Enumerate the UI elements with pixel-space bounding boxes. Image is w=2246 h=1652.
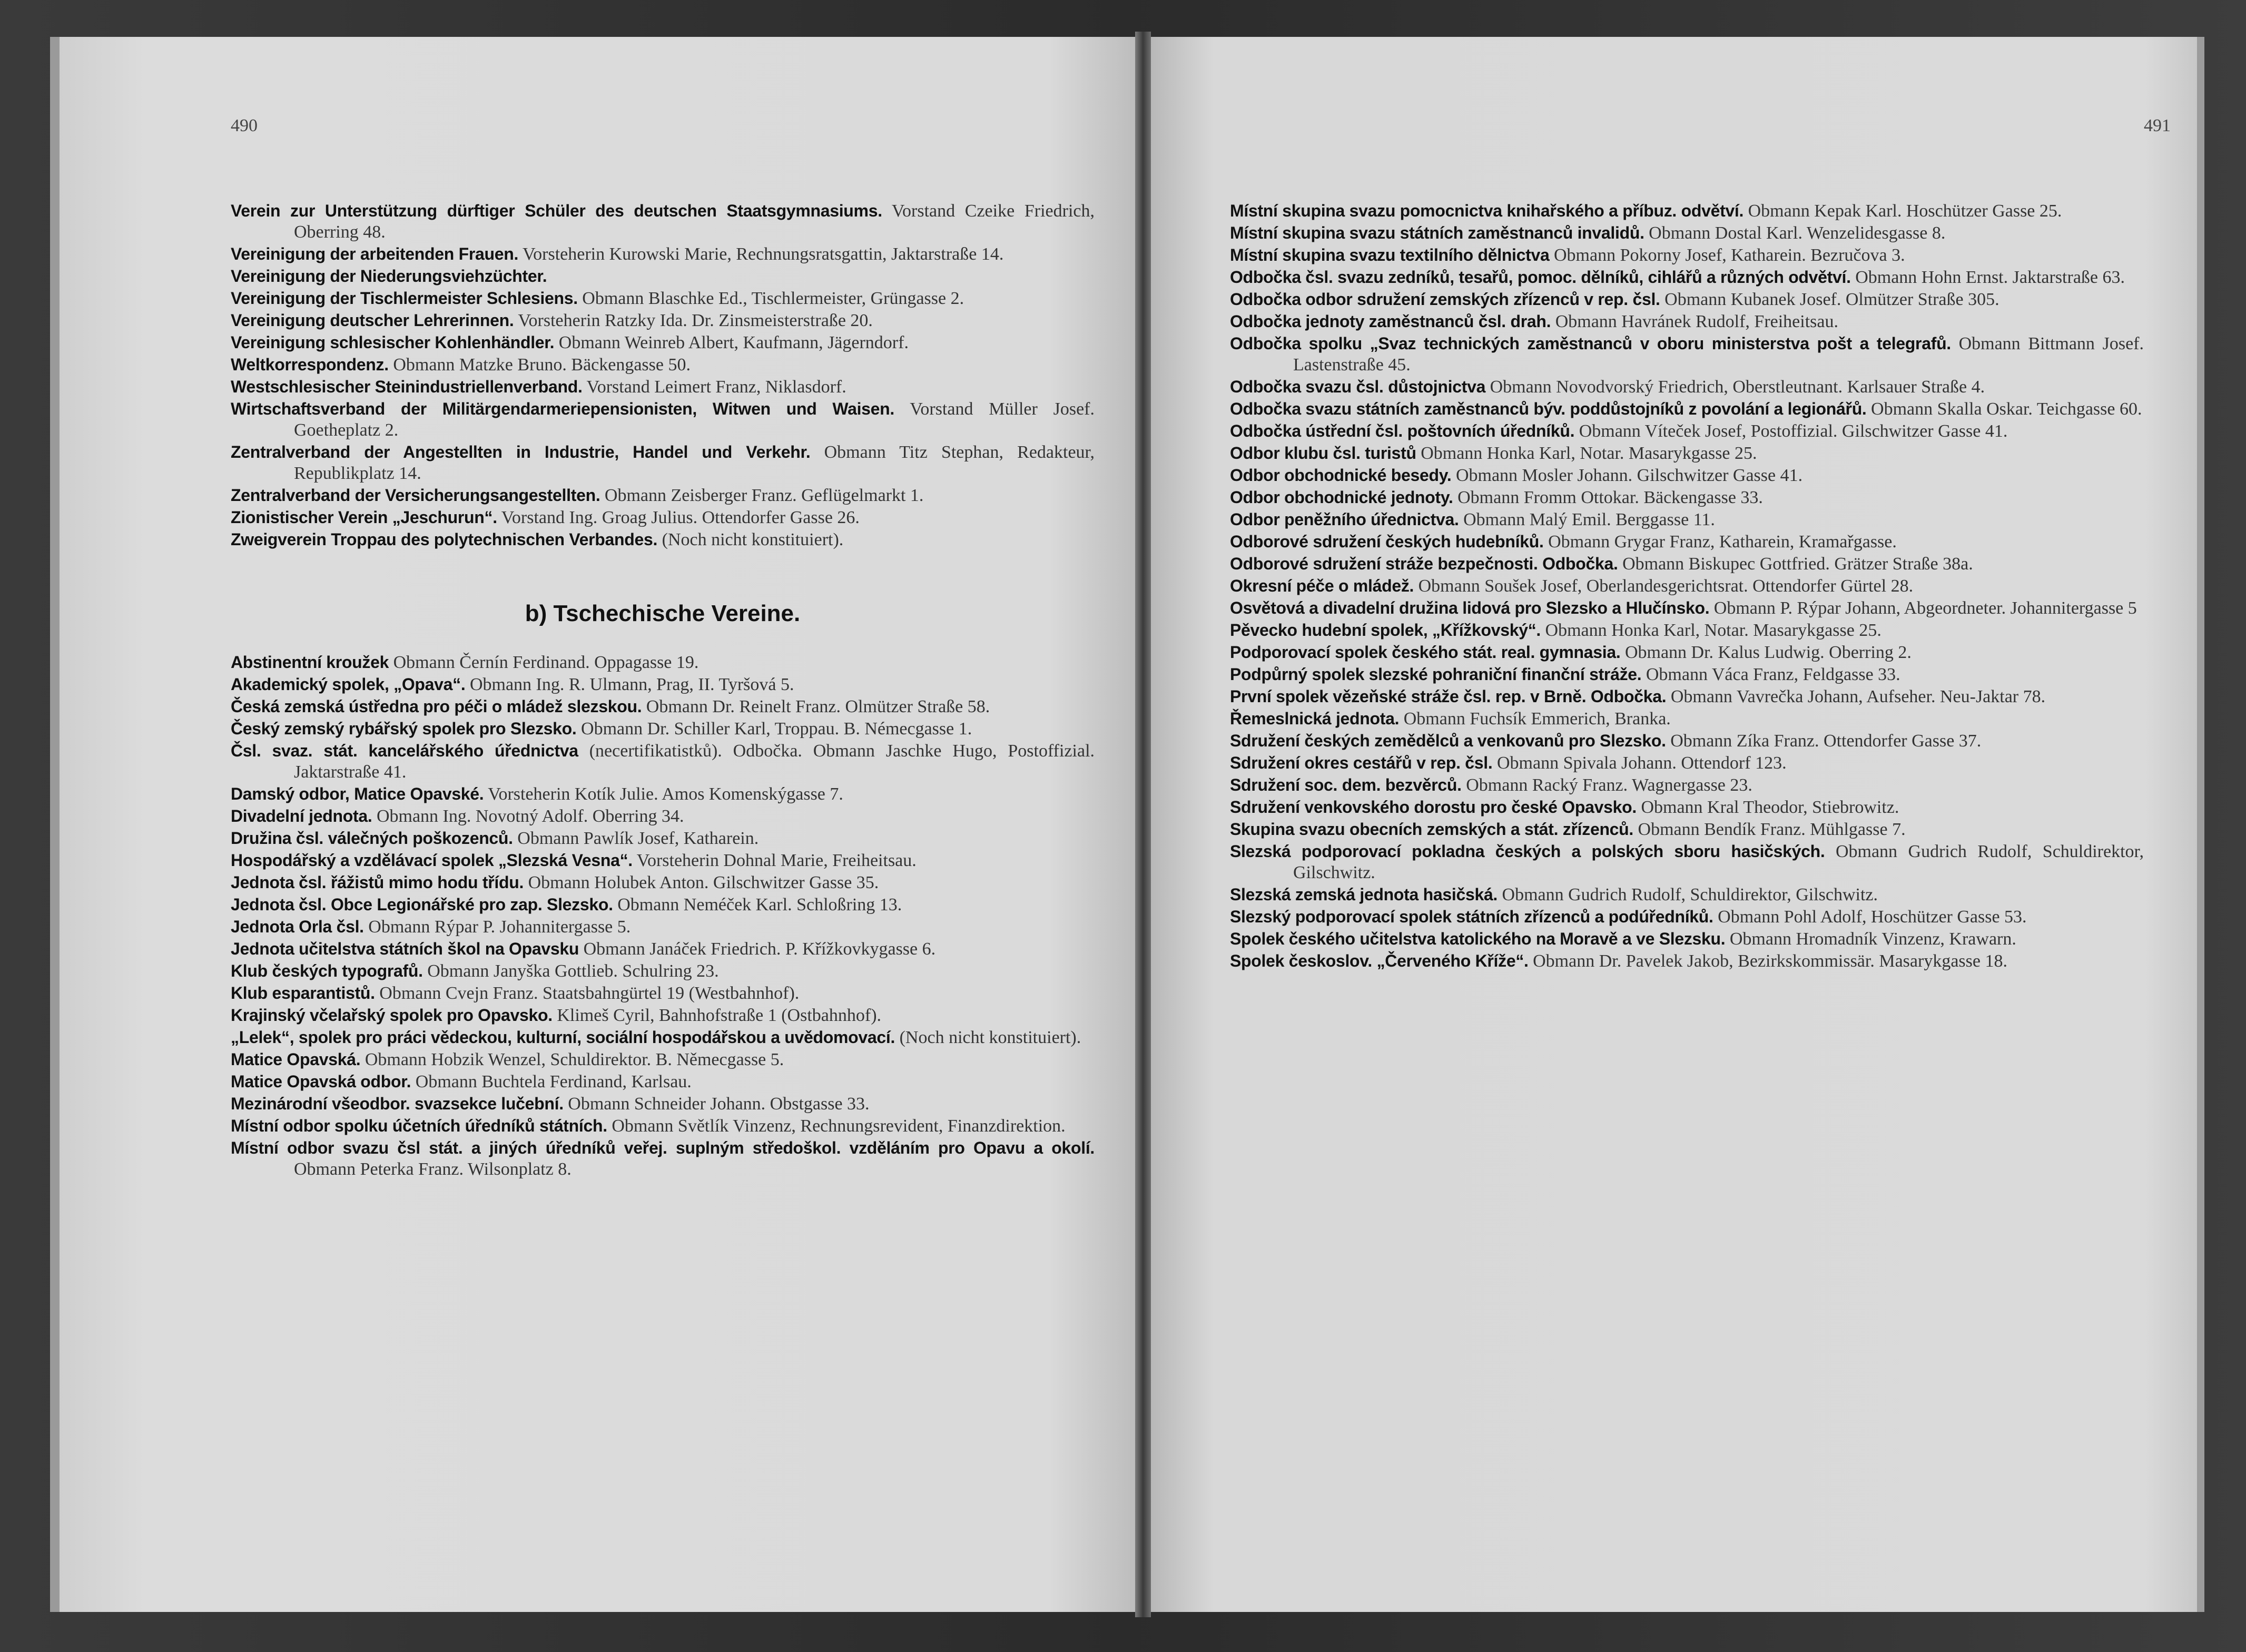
association-detail: Obmann Kepak Karl. Hoschützer Gasse 25. <box>1748 201 2062 221</box>
list-item <box>1230 620 2144 641</box>
association-detail: Obmann Malý Emil. Berggasse 11. <box>1463 510 1715 529</box>
list-item <box>1230 398 2144 420</box>
association-detail: Obmann Blaschke Ed., Tischlermeister, Grüngasse 2. <box>582 289 964 308</box>
association-name: Klub českých typografů. <box>231 961 423 980</box>
association-detail: (Noch nicht konstituiert). <box>662 530 844 549</box>
list-item <box>1230 642 2144 663</box>
list-item <box>1230 575 2144 597</box>
association-name: Jednota čsl. Obce Legionářské pro zap. Slezsko. <box>231 895 613 914</box>
list-item <box>1230 487 2144 508</box>
association-name: První spolek vězeňské stráže čsl. rep. v Brně. Odbočka. <box>1230 687 1667 706</box>
list-item <box>231 485 1095 506</box>
list-item <box>231 1049 1095 1070</box>
association-detail: Obmann Skalla Oskar. Teichgasse 60. <box>1871 399 2142 419</box>
association-detail: Obmann Hobzik Wenzel, Schuldirektor. B. Němecgasse 5. <box>365 1050 784 1069</box>
list-item <box>1230 774 2144 796</box>
association-detail: Obmann Gudrich Rudolf, Schuldirektor, Gilschwitz. <box>1293 842 2144 882</box>
association-detail: Obmann Dr. Pavelek Jakob, Bezirkskommissär. Masarykgasse 18. <box>1533 951 2007 971</box>
association-detail: Klimeš Cyril, Bahnhofstraße 1 (Ostbahnhof). <box>557 1006 882 1025</box>
list-item <box>1230 819 2144 840</box>
association-name: Damský odbor, Matice Opavské. <box>231 784 484 803</box>
association-detail: Obmann Bittmann Josef. Lastenstraße 45. <box>1293 334 2144 375</box>
page-number: 490 <box>231 116 258 135</box>
list-item <box>231 718 1095 740</box>
list-item <box>231 828 1095 849</box>
list-item <box>231 674 1095 695</box>
association-detail: Obmann Weinreb Albert, Kaufmann, Jägerndorf. <box>558 333 909 352</box>
entry-list <box>231 200 1095 1181</box>
list-item <box>1230 597 2144 619</box>
association-name: Místní skupina svazu pomocnictva knihařského a příbuz. odvětví. <box>1230 201 1744 220</box>
association-name: Čsl. svaz. stát. kancelářského úřednictva <box>231 741 578 760</box>
association-name: Slezská zemská jednota hasičská. <box>1230 885 1498 904</box>
association-name: Družina čsl. válečných poškozenců. <box>231 829 513 848</box>
association-name: Řemeslnická jednota. <box>1230 709 1400 728</box>
association-detail: Obmann Zíka Franz. Ottendorfer Gasse 37. <box>1670 731 1982 751</box>
book-gutter <box>1135 32 1151 1617</box>
association-detail: Obmann Pawlík Josef, Katharein. <box>517 829 759 848</box>
association-name: Spolek českoslov. „Červeného Kříže“. <box>1230 951 1529 970</box>
association-detail: Obmann Grygar Franz, Katharein, Kramařgasse. <box>1548 532 1897 552</box>
association-name: Divadelní jednota. <box>231 807 372 825</box>
list-item <box>231 376 1095 398</box>
association-name: Místní skupina svazu státních zaměstnanců invalidů. <box>1230 223 1644 242</box>
association-name: Česká zemská ústředna pro péči o mládež slezskou. <box>231 697 642 716</box>
list-item <box>1230 222 2144 244</box>
association-name: Odbočka jednoty zaměstnanců čsl. drah. <box>1230 312 1551 331</box>
association-detail: Obmann Vavrečka Johann, Aufseher. Neu-Jaktar 78. <box>1670 687 2046 706</box>
association-name: Westschlesischer Steinindustriellenverband. <box>231 377 583 396</box>
association-name: Zentralverband der Angestellten in Industrie, Handel und Verkehr. <box>231 442 811 461</box>
list-item <box>231 850 1095 871</box>
list-item <box>1230 442 2144 464</box>
association-name: Místní skupina svazu textilního dělnictva <box>1230 245 1550 264</box>
list-item <box>231 354 1095 376</box>
association-name: Zionistischer Verein „Jeschurun“. <box>231 508 497 527</box>
list-item <box>1230 950 2144 972</box>
association-detail: Obmann Honka Karl, Notar. Masarykgasse 25. <box>1421 444 1757 463</box>
association-detail: Obmann Schneider Johann. Obstgasse 33. <box>568 1094 870 1114</box>
association-name: Weltkorrespondenz. <box>231 355 389 374</box>
list-item <box>231 200 1095 243</box>
association-detail: Obmann Cvejn Franz. Staatsbahngürtel 19 (Westbahnhof). <box>379 984 800 1003</box>
association-detail: Obmann Hohn Ernst. Jaktarstraße 63. <box>1855 268 2125 287</box>
association-detail: Obmann Ing. R. Ulmann, Prag, II. Tyršová 5. <box>469 675 794 694</box>
association-name: Místní odbor spolku účetních úředníků státních. <box>231 1116 607 1135</box>
association-detail: Obmann Mosler Johann. Gilschwitzer Gasse 41. <box>1455 466 1803 485</box>
list-item <box>231 1093 1095 1115</box>
section-heading: b) Tschechische Vereine. <box>525 601 801 626</box>
association-detail: Obmann Kubanek Josef. Olmützer Straße 305. <box>1664 290 1999 309</box>
list-item <box>231 1137 1095 1180</box>
association-name: Abstinentní kroužek <box>231 653 389 672</box>
association-detail: Obmann Neméček Karl. Schloßring 13. <box>617 895 902 914</box>
association-name: Osvětová a divadelní družina lidová pro Slezsko a Hlučínsko. <box>1230 598 1710 617</box>
association-detail: (Noch nicht konstituiert). <box>899 1028 1081 1047</box>
association-detail: (necertifikatistků). Odbočka. Obmann Jaschke Hugo, Postoffizial. Jaktarstraße 41. <box>294 741 1095 782</box>
association-name: Jednota Orla čsl. <box>231 917 364 936</box>
list-item <box>1230 884 2144 906</box>
association-detail: Vorstand Ing. Groag Julius. Ottendorfer Gasse 26. <box>501 508 860 527</box>
list-item <box>231 1027 1095 1048</box>
association-name: Hospodářský a vzdělávací spolek „Slezská Vesna“. <box>231 851 633 870</box>
association-detail: Obmann Hromadník Vinzenz, Krawarn. <box>1729 929 2016 949</box>
association-name: Vereinigung der arbeitenden Frauen. <box>231 244 519 263</box>
association-detail: Obmann Dr. Reinelt Franz. Olmützer Straße 58. <box>646 697 990 716</box>
association-detail: Obmann Holubek Anton. Gilschwitzer Gasse 35. <box>528 873 879 892</box>
association-detail: Obmann Racký Franz. Wagnergasse 23. <box>1466 775 1752 795</box>
list-item <box>1230 333 2144 376</box>
association-detail: Obmann Novodvorský Friedrich, Oberstleutnant. Karlsauer Straße 4. <box>1490 377 1985 397</box>
list-item <box>1230 906 2144 928</box>
association-name: Wirtschaftsverband der Militärgendarmeriepensionisten, Witwen und Waisen. <box>231 399 894 418</box>
association-detail: Obmann Kral Theodor, Stiebrowitz. <box>1641 798 1899 817</box>
association-name: Odbor peněžního úřednictva. <box>1230 510 1459 529</box>
german-associations <box>231 200 1095 550</box>
left-page <box>50 37 1135 1612</box>
list-item <box>231 441 1095 484</box>
association-detail: Obmann Peterka Franz. Wilsonplatz 8. <box>294 1159 572 1179</box>
association-detail: Obmann Bendík Franz. Mühlgasse 7. <box>1638 820 1906 839</box>
list-item <box>1230 289 2144 310</box>
association-name: Spolek českého učitelstva katolického na Moravě a ve Slezsku. <box>1230 929 1726 948</box>
association-name: Akademický spolek, „Opava“. <box>231 675 466 694</box>
list-item <box>1230 686 2144 707</box>
association-name: Odbočka svazu státních zaměstnanců býv. poddůstojníků z povolání a legionářů. <box>1230 399 1867 418</box>
association-name: Odbor klubu čsl. turistů <box>1230 444 1416 463</box>
association-name: Podpůrný spolek slezské pohraniční finanční stráže. <box>1230 665 1642 684</box>
association-name: „Lelek“, spolek pro práci vědeckou, kulturní, sociální hospodářskou a uvědomovací. <box>231 1028 895 1047</box>
association-name: Krajinský včelařský spolek pro Opavsko. <box>231 1006 553 1025</box>
association-name: Místní odbor svazu čsl stát. a jiných úředníků veřej. suplným středoškol. vzděláním pro Opavu a okolí. <box>231 1138 1095 1157</box>
association-name: Sdružení českých zemědělců a venkovanů pro Slezsko. <box>1230 731 1666 750</box>
association-name: Slezská podporovací pokladna českých a polských sboru hasičských. <box>1230 842 1825 861</box>
association-detail: Obmann Spivala Johann. Ottendorf 123. <box>1496 753 1787 773</box>
association-name: Jednota čsl. řážistů mimo hodu třídu. <box>231 873 524 892</box>
association-detail: Obmann Soušek Josef, Oberlandesgerichtsrat. Ottendorfer Gürtel 28. <box>1418 576 1914 596</box>
association-detail: Obmann Honka Karl, Notar. Masarykgasse 25. <box>1545 621 1881 640</box>
list-item <box>1230 664 2144 685</box>
association-detail: Obmann Gudrich Rudolf, Schuldirektor, Gilschwitz. <box>1502 885 1878 904</box>
list-item <box>1230 730 2144 752</box>
association-name: Vereinigung deutscher Lehrerinnen. <box>231 311 514 330</box>
association-name: Vereinigung schlesischer Kohlenhändler. <box>231 333 555 352</box>
list-item <box>231 243 1095 265</box>
list-item <box>1230 553 2144 575</box>
list-item <box>231 398 1095 441</box>
association-detail: Vorsteherin Kotík Julie. Amos Komenskýgasse 7. <box>488 784 843 804</box>
association-detail: Obmann Fromm Ottokar. Bäckengasse 33. <box>1457 488 1763 507</box>
list-item <box>231 1071 1095 1093</box>
list-item <box>1230 531 2144 553</box>
association-detail: Vorsteherin Dohnal Marie, Freiheitsau. <box>636 851 917 870</box>
association-detail: Vorsteherin Ratzky Ida. Dr. Zinsmeisterstraße 20. <box>518 311 873 330</box>
association-detail: Obmann Dostal Karl. Wenzelidesgasse 8. <box>1649 223 1946 243</box>
association-name: Jednota učitelstva státních škol na Opavsku <box>231 939 579 958</box>
list-item <box>1230 267 2144 288</box>
association-name: Sdružení soc. dem. bezvěrců. <box>1230 775 1462 794</box>
association-name: Odbočka spolku „Svaz technických zaměstnanců v oboru ministerstva pošt a telegrafů. <box>1230 334 1951 353</box>
list-item <box>1230 841 2144 883</box>
list-item <box>1230 244 2144 266</box>
association-detail: Obmann Janyška Gottlieb. Schulring 23. <box>427 961 719 981</box>
association-name: Zweigverein Troppau des polytechnischen Verbandes. <box>231 530 658 549</box>
association-name: Český zemský rybářský spolek pro Slezsko. <box>231 719 577 738</box>
list-item <box>231 1005 1095 1026</box>
association-detail: Obmann Víteček Josef, Postoffizial. Gilschwitzer Gasse 41. <box>1579 421 2008 441</box>
association-detail: Obmann Pohl Adolf, Hoschützer Gasse 53. <box>1718 907 2027 927</box>
association-name: Zentralverband der Versicherungsangestellten. <box>231 486 600 505</box>
association-name: Pěvecko hudební spolek, „Křížkovský“. <box>1230 621 1541 640</box>
list-item <box>231 310 1095 331</box>
association-detail: Obmann Zeisberger Franz. Geflügelmarkt 1. <box>604 486 924 505</box>
association-name: Skupina svazu obecních zemských a stát. zřízenců. <box>1230 820 1634 839</box>
list-item <box>1230 708 2144 730</box>
association-name: Odborové sdružení stráže bezpečnosti. Odbočka. <box>1230 554 1618 573</box>
association-name: Odborové sdružení českých hudebníků. <box>1230 532 1544 551</box>
list-item <box>1230 928 2144 950</box>
association-detail: Obmann Buchtela Ferdinand, Karlsau. <box>415 1072 692 1092</box>
list-item <box>231 872 1095 893</box>
association-detail: Obmann Pokorny Josef, Katharein. Bezručova 3. <box>1554 245 1905 265</box>
association-name: Klub esparantistů. <box>231 984 375 1002</box>
list-item <box>1230 752 2144 774</box>
association-name: Okresní péče o mládež. <box>1230 576 1414 595</box>
list-item <box>231 266 1095 287</box>
association-detail: Vorstand Leimert Franz, Niklasdorf. <box>586 377 846 397</box>
list-item <box>231 696 1095 717</box>
association-detail: Obmann Biskupec Gottfried. Grätzer Straße 38a. <box>1622 554 1973 574</box>
czech-associations <box>231 652 1095 1180</box>
list-item <box>231 507 1095 528</box>
association-name: Matice Opavská. <box>231 1050 361 1069</box>
page-number: 491 <box>2144 116 2171 135</box>
list-item <box>231 960 1095 982</box>
association-detail: Obmann Havránek Rudolf, Freiheitsau. <box>1555 312 1838 331</box>
list-item <box>1230 376 2144 398</box>
list-item <box>1230 420 2144 442</box>
association-detail: Obmann Dr. Schiller Karl, Troppau. B. Némecgasse 1. <box>581 719 972 739</box>
list-item <box>231 916 1095 938</box>
association-name: Mezinárodní všeodbor. svazsekce lučební. <box>231 1094 564 1113</box>
list-item <box>231 652 1095 673</box>
list-item <box>1230 509 2144 530</box>
association-detail: Obmann Rýpar P. Johannitergasse 5. <box>368 917 631 937</box>
list-item <box>231 740 1095 783</box>
association-name: Odbor obchodnické jednoty. <box>1230 488 1453 507</box>
association-detail: Obmann Titz Stephan, Redakteur, Republikplatz 14. <box>294 442 1095 483</box>
association-name: Odbočka odbor sdružení zemských zřízenců v rep. čsl. <box>1230 290 1660 309</box>
association-name: Matice Opavská odbor. <box>231 1072 411 1091</box>
right-page <box>1151 37 2204 1612</box>
association-detail: Obmann Váca Franz, Feldgasse 33. <box>1646 665 1900 684</box>
list-item <box>1230 465 2144 486</box>
list-item <box>1230 311 2144 332</box>
association-name: Verein zur Unterstützung dürftiger Schüler des deutschen Staatsgymnasiums. <box>231 201 882 220</box>
association-detail: Obmann Fuchsík Emmerich, Branka. <box>1403 709 1671 729</box>
association-name: Sdružení okres cestářů v rep. čsl. <box>1230 753 1493 772</box>
association-detail: Obmann Dr. Kalus Ludwig. Oberring 2. <box>1624 643 1912 662</box>
list-item <box>1230 796 2144 818</box>
association-detail: Vorsteherin Kurowski Marie, Rechnungsratsgattin, Jaktarstraße 14. <box>522 244 1004 264</box>
list-item <box>231 894 1095 916</box>
association-detail: Vorstand Czeike Friedrich, Oberring 48. <box>294 201 1095 242</box>
association-detail: Obmann Ing. Novotný Adolf. Oberring 34. <box>376 807 684 826</box>
association-name: Podporovací spolek českého stát. real. gymnasia. <box>1230 643 1621 662</box>
association-detail: Vorstand Müller Josef. Goetheplatz 2. <box>294 399 1095 440</box>
association-name: Vereinigung der Tischlermeister Schlesiens. <box>231 289 578 308</box>
association-name: Slezský podporovací spolek státních zřízenců a podúředníků. <box>1230 907 1713 926</box>
list-item <box>231 783 1095 805</box>
association-detail: Obmann Janáček Friedrich. P. Křížkovkygasse 6. <box>583 939 936 959</box>
list-item <box>231 805 1095 827</box>
association-detail: Obmann P. Rýpar Johann, Abgeordneter. Johannitergasse 5 <box>1713 598 2137 618</box>
list-item <box>1230 200 2144 222</box>
association-name: Vereinigung der Niederungsviehzüchter. <box>231 267 547 286</box>
association-name: Odbočka ústřední čsl. poštovních úředníků. <box>1230 421 1575 440</box>
association-detail: Obmann Matzke Bruno. Bäckengasse 50. <box>393 355 691 375</box>
association-name: Odbočka svazu čsl. důstojnictva <box>1230 377 1486 396</box>
association-detail: Obmann Černín Ferdinand. Oppagasse 19. <box>393 653 699 672</box>
association-name: Sdružení venkovského dorostu pro české Opavsko. <box>1230 798 1637 817</box>
association-detail: Obmann Světlík Vinzenz, Rechnungsrevident, Finanzdirektion. <box>612 1116 1066 1136</box>
list-item <box>231 982 1095 1004</box>
entry-list <box>1230 200 2144 972</box>
association-name: Odbor obchodnické besedy. <box>1230 466 1452 485</box>
list-item <box>231 332 1095 353</box>
list-item <box>231 288 1095 309</box>
list-item <box>231 938 1095 960</box>
association-name: Odbočka čsl. svazu zedníků, tesařů, pomoc. dělníků, cihlářů a různých odvětví. <box>1230 268 1851 287</box>
list-item <box>231 529 1095 550</box>
czech-associations-continued <box>1230 200 2144 972</box>
list-item <box>231 1115 1095 1137</box>
